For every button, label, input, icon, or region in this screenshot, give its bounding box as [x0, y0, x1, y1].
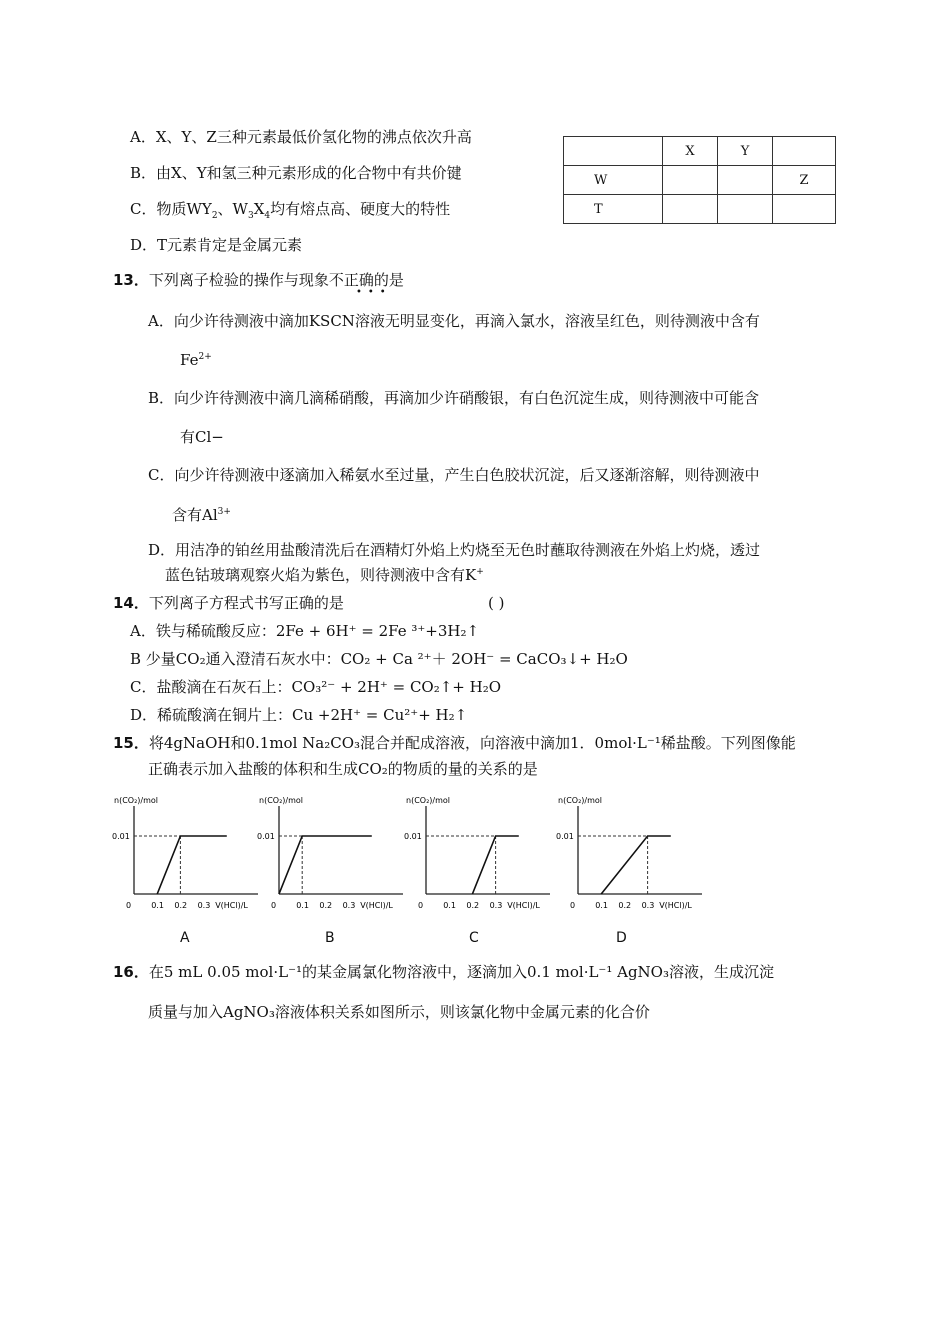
q13-option-b-cont: 有Cl− — [180, 428, 224, 446]
q16-stem-line1: 16．在5 mL 0.05 mol·L⁻¹的某金属氯化物溶液中，逐滴加入0.1 mol·L⁻¹ AgNO₃溶液，生成沉淀 — [113, 963, 774, 981]
q14-option-c: C．盐酸滴在石灰石上：CO₃²⁻ + 2H⁺ = CO₂↑+ H₂O — [130, 678, 502, 696]
chart-a-label: A — [180, 930, 190, 946]
q13-option-a: A．向少许待测液中滴加KSCN溶液无明显变化，再滴入氯水，溶液呈红色，则待测液中含有 — [148, 312, 760, 330]
q13-option-a-cont: $Fe^{2+}$ — [180, 351, 212, 369]
x-tick-label: 0.2 — [319, 901, 333, 910]
q13-stem: 13．下列离子检验的操作与现象不正确的是 — [113, 271, 404, 289]
chart-c — [400, 790, 560, 924]
chart-b-label: B — [325, 930, 335, 946]
q13-option-d-cont: 蓝色钴玻璃观察火焰为紫色，则待测液中含有K+ — [165, 566, 484, 584]
y-tick-label: 0.01 — [112, 832, 130, 841]
q14-stem: 14．下列离子方程式书写正确的是 — [113, 594, 344, 612]
x-axis-label: V(HCl)/L — [215, 901, 248, 910]
x-axis-label: V(HCl)/L — [360, 901, 393, 910]
x-tick-label: 0.2 — [466, 901, 480, 910]
y-tick-label: 0.01 — [556, 832, 574, 841]
answer-paren: ( ) — [488, 594, 505, 612]
x-axis-label: V(HCl)/L — [659, 901, 692, 910]
series-line — [601, 836, 671, 894]
x-tick-label: 0 — [418, 901, 424, 910]
y-axis-label: n(CO₂)/mol — [406, 796, 451, 805]
y-axis-label: n(CO₂)/mol — [259, 796, 304, 805]
series-line — [472, 836, 518, 894]
x-tick-label: 0.3 — [641, 901, 655, 910]
y-tick-label: 0.01 — [404, 832, 422, 841]
x-tick-label: 0.3 — [197, 901, 211, 910]
x-tick-label: 0 — [126, 901, 132, 910]
q12-option-b: B．由X、Y和氢三种元素形成的化合物中有共价键 — [130, 164, 462, 182]
periodic-table-fragment: X Y W Z T — [563, 136, 836, 224]
chart-a — [108, 790, 268, 924]
q14-option-a: A．铁与稀硫酸反应：2Fe + 6H⁺ = 2Fe ³⁺+3H₂↑ — [130, 622, 480, 640]
x-tick-label: 0.2 — [174, 901, 188, 910]
y-axis-label: n(CO₂)/mol — [558, 796, 603, 805]
x-tick-label: 0.1 — [151, 901, 164, 910]
x-tick-label: 0.1 — [443, 901, 456, 910]
x-tick-label: 0 — [570, 901, 576, 910]
emphasis-dots: ••• — [356, 287, 392, 298]
x-tick-label: 0 — [271, 901, 277, 910]
q12-option-c: C．物质$WY_2$、$W_3X_4$均有熔点高、硬度大的特性 — [130, 200, 451, 221]
x-tick-label: 0.3 — [342, 901, 356, 910]
x-tick-label: 0.1 — [296, 901, 309, 910]
q14-option-d: D．稀硫酸滴在铜片上：Cu +2H⁺ = Cu²⁺+ H₂↑ — [130, 706, 468, 724]
q16-stem-line2: 质量与加入AgNO₃溶液体积关系如图所示，则该氯化物中金属元素的化合价 — [148, 1003, 650, 1021]
q13-option-c-cont: 含有$Al^{3+}$ — [172, 506, 231, 524]
q14-option-b: B 少量CO₂通入澄清石灰水中：CO₂ + Ca ²⁺＋ 2OH⁻ = CaCO₃↓+ H₂O — [130, 650, 628, 668]
q12-option-d: D．T元素肯定是金属元素 — [130, 236, 303, 254]
q15-stem-line1: 15．将4gNaOH和0.1mol Na₂CO₃混合并配成溶液，向溶液中滴加1．0mol·L⁻¹稀盐酸。下列图像能 — [113, 734, 796, 752]
y-tick-label: 0.01 — [257, 832, 275, 841]
series-line — [157, 836, 227, 894]
chart-b — [253, 790, 413, 924]
y-axis-label: n(CO₂)/mol — [114, 796, 159, 805]
x-tick-label: 0.1 — [595, 901, 608, 910]
x-tick-label: 0.2 — [618, 901, 632, 910]
q15-stem-line2: 正确表示加入盐酸的体积和生成CO₂的物质的量的关系的是 — [148, 760, 538, 778]
chart-d — [552, 790, 712, 924]
q13-option-b: B．向少许待测液中滴几滴稀硝酸，再滴加少许硝酸银，有白色沉淀生成，则待测液中可能含 — [148, 389, 760, 407]
x-tick-label: 0.3 — [489, 901, 503, 910]
x-axis-label: V(HCl)/L — [507, 901, 540, 910]
series-line — [279, 836, 372, 894]
chart-c-label: C — [469, 930, 479, 946]
q12-option-a: A．X、Y、Z三种元素最低价氢化物的沸点依次升高 — [130, 128, 472, 146]
q13-option-c: C．向少许待测液中逐滴加入稀氨水至过量，产生白色胶状沉淀，后又逐渐溶解，则待测液中 — [148, 466, 760, 484]
chart-d-label: D — [616, 930, 627, 946]
q13-option-d: D．用洁净的铂丝用盐酸清洗后在酒精灯外焰上灼烧至无色时蘸取待测液在外焰上灼烧，透过 — [148, 541, 761, 559]
